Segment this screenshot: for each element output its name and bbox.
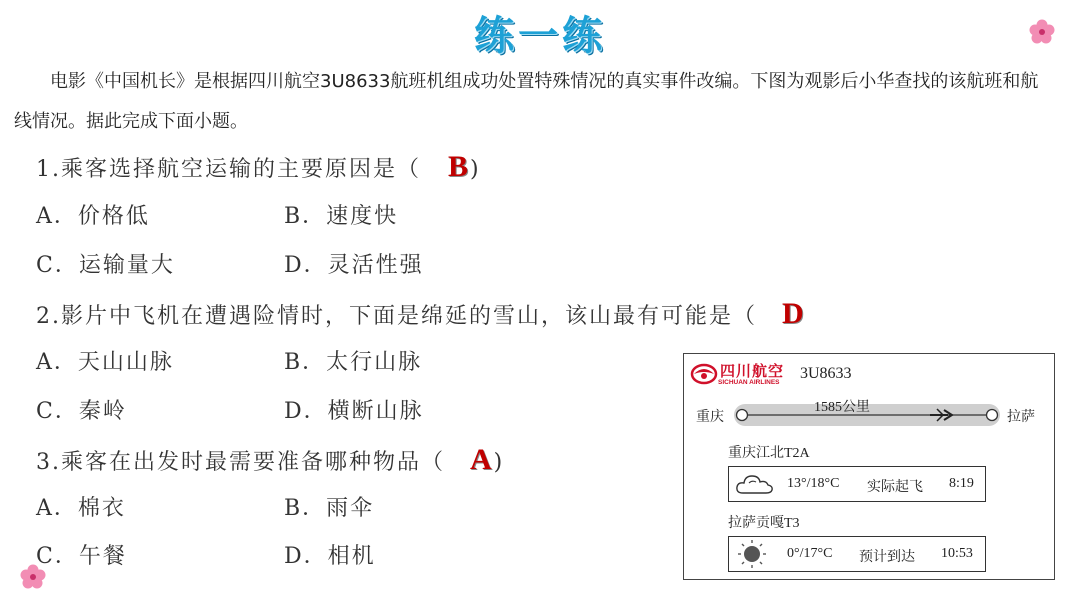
option: A．天山山脉 — [36, 350, 174, 375]
flight-info-card — [683, 353, 1055, 580]
departure-time: 8:19 — [949, 476, 974, 491]
option: A．棉衣 — [36, 496, 126, 521]
arrival-status: 预计到达 — [859, 550, 915, 565]
option: C．午餐 — [36, 544, 127, 569]
departure-airport: 重庆江北T2A — [728, 446, 810, 461]
sichuan-airlines-logo-icon — [690, 362, 718, 386]
arrival-temp: 0°/17°C — [787, 546, 833, 561]
arrival-weather-box — [728, 536, 986, 572]
airline-logo — [690, 362, 800, 388]
answer-mark: A — [470, 443, 494, 476]
arrival-airport: 拉萨贡嘎T3 — [728, 516, 800, 531]
option: B．速度快 — [284, 204, 399, 229]
answer-mark: D — [782, 297, 806, 330]
origin-city: 重庆 — [696, 410, 724, 425]
option: C．运输量大 — [36, 253, 175, 278]
intro-paragraph: 电影《中国机长》是根据四川航空3U8633航班机组成功处置特殊情况的真实事件改编。下图为观影后小华查找的该航班和航线情况。据此完成下面小题。 — [14, 71, 1039, 132]
flower-decoration-icon — [1029, 19, 1055, 45]
airline-name-cn: 四川航空 — [720, 362, 785, 380]
airline-name-en: SICHUAN AIRLINES — [718, 379, 780, 386]
question-3 — [36, 443, 504, 477]
route-distance: 1585公里 — [814, 400, 870, 415]
option: D．相机 — [284, 544, 376, 569]
question-stem: 2.影片中飞机在遭遇险情时，下面是绵延的雪山，该山最有可能是（ — [36, 304, 757, 329]
option: A．价格低 — [36, 204, 150, 229]
arrival-time: 10:53 — [941, 546, 973, 561]
option: D．横断山脉 — [284, 399, 424, 424]
question-stem: 3.乘客在出发时最需要准备哪种物品（ — [36, 450, 445, 475]
option: B．太行山脉 — [284, 350, 423, 375]
closing-paren: ) — [493, 450, 505, 475]
closing-paren: ) — [470, 157, 481, 182]
option: B．雨伞 — [284, 496, 375, 521]
destination-city: 拉萨 — [1007, 410, 1035, 425]
sun-icon — [735, 539, 769, 569]
departure-temp: 13°/18°C — [787, 476, 840, 491]
departure-status: 实际起飞 — [867, 480, 923, 495]
cloud-icon — [735, 471, 775, 497]
answer-mark: B — [448, 150, 471, 183]
departure-weather-box — [728, 466, 986, 502]
question-2 — [36, 297, 806, 331]
option: C．秦岭 — [36, 399, 127, 424]
page-title: 练一练 — [474, 13, 606, 59]
option: D．灵活性强 — [284, 253, 424, 278]
flight-number: 3U8633 — [800, 365, 852, 382]
question-stem: 1.乘客选择航空运输的主要原因是（ — [36, 157, 421, 182]
question-1 — [36, 150, 481, 184]
